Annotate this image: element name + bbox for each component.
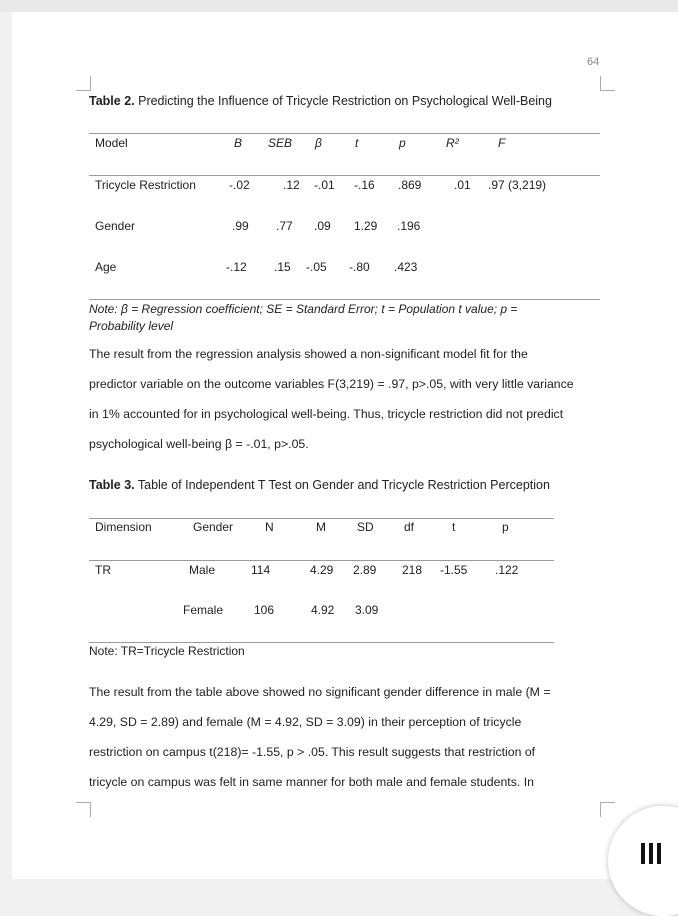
table2-title: Predicting the Influence of Tricycle Restriction on Psychological Well-Being (138, 94, 552, 108)
table3-row1-n: 114 (251, 563, 271, 577)
paragraph1-line4: psychological well-being β = -.01, p>.05. (89, 437, 309, 451)
paragraph1-line3: in 1% accounted for in psychological well-being. Thus, tricycle restriction did not predict (89, 407, 564, 421)
table3-header-m: M (316, 520, 326, 534)
table3-header-gender: Gender (193, 520, 234, 534)
paragraph2-line2: 4.29, SD = 2.89) and female (M = 4.92, SD = 3.09) in their perception of tricycle (89, 715, 522, 729)
table2-header-beta: β (315, 136, 322, 150)
table3-row2-n: 106 (254, 603, 275, 617)
table3-header-rule (89, 560, 554, 561)
table3-label: Table 3. (89, 478, 135, 492)
table2-row1-beta: -.01 (314, 178, 335, 192)
table2-row1-model: Tricycle Restriction (95, 178, 196, 192)
page-number: 64 (587, 56, 600, 68)
table3-header-dimension: Dimension (95, 520, 152, 534)
table2-row3-b: -.12 (226, 260, 247, 274)
table2-header-b: B (234, 136, 243, 150)
table2-row3-seb: .15 (274, 260, 291, 274)
crop-mark-top-right (600, 76, 615, 91)
table2-row3-p: .423 (394, 260, 418, 274)
table3-header-sd: SD (357, 520, 374, 534)
table2-bottom-rule (89, 299, 600, 300)
table3-row1-dimension: TR (95, 563, 111, 577)
table3-row1-df: 218 (402, 563, 423, 577)
table2-header-f: F (498, 136, 506, 150)
top-bar (0, 0, 678, 12)
paragraph-ttest (89, 677, 609, 797)
table3-caption (89, 478, 550, 492)
table3-header-p: p (502, 520, 509, 534)
table3-row2-gender: Female (183, 603, 224, 617)
crop-mark-top-left (76, 76, 91, 91)
document-page (12, 12, 678, 879)
table2-row3-t: -.80 (349, 260, 370, 274)
paragraph2-line1: The result from the table above showed no significant gender difference in male (M = (89, 685, 551, 699)
table2-row1-p: .869 (398, 178, 422, 192)
table2-caption (89, 94, 552, 108)
table2-header-rule (89, 175, 600, 176)
table3-header-n: N (265, 520, 274, 534)
table2-label: Table 2. (89, 94, 135, 108)
table2-row2-beta: .09 (314, 219, 331, 233)
table2-row1-b: -.02 (229, 178, 250, 192)
table2-row2-model: Gender (95, 219, 136, 233)
table3-note: Note: TR=Tricycle Restriction (89, 644, 245, 658)
table2-header-r2: R² (446, 136, 459, 150)
table2-row3-beta: -.05 (306, 260, 327, 274)
crop-mark-bottom-right (600, 802, 615, 817)
table2-row2-seb: .77 (276, 219, 293, 233)
crop-mark-bottom-left (76, 802, 91, 817)
table3-row1-gender: Male (189, 563, 216, 577)
table2-row1-f: .97 (3,219) (488, 178, 547, 192)
paragraph-regression (89, 339, 609, 459)
table3-header-t: t (452, 520, 456, 534)
table2-header-model: Model (95, 136, 128, 150)
table3-row1-p: .122 (495, 563, 519, 577)
paragraph1-line1: The result from the regression analysis showed a non-significant model fit for the (89, 347, 528, 361)
table3-row1-t: -1.55 (440, 563, 468, 577)
table2-header-p: p (399, 136, 406, 150)
table2-row1-seb: .12 (283, 178, 300, 192)
table2-header-seb: SEB (268, 136, 293, 150)
table3-row2-sd: 3.09 (355, 603, 379, 617)
table2-row2-b: .99 (232, 219, 249, 233)
table2-row2-p: .196 (397, 219, 421, 233)
table3-row1-sd: 2.89 (353, 563, 377, 577)
paragraph2-line4: tricycle on campus was felt in same manner for both male and female students. In (89, 775, 534, 789)
table2-row1-r2: .01 (454, 178, 471, 192)
table3-header-df: df (404, 520, 415, 534)
table3-bottom-rule (89, 642, 554, 643)
table2-note: Note: β = Regression coefficient; SE = Standard Error; t = Population t value; p = Probability level (89, 302, 518, 333)
table3-top-rule (89, 518, 554, 519)
table2-row3-model: Age (95, 260, 117, 274)
table3-title: Table of Independent T Test on Gender and Tricycle Restriction Perception (137, 478, 550, 492)
table2-top-rule (89, 133, 600, 134)
paragraph1-line2: predictor variable on the outcome variables F(3,219) = .97, p>.05, with very little variance (89, 377, 574, 391)
table2-row2-t: 1.29 (354, 219, 378, 233)
table3-row2-m: 4.92 (311, 603, 335, 617)
table2-header-t: t (355, 136, 359, 150)
table2-row1-t: -.16 (354, 178, 375, 192)
table3-row1-m: 4.29 (310, 563, 334, 577)
paragraph2-line3: restriction on campus t(218)= -1.55, p > .05. This result suggests that restriction of (89, 745, 536, 759)
